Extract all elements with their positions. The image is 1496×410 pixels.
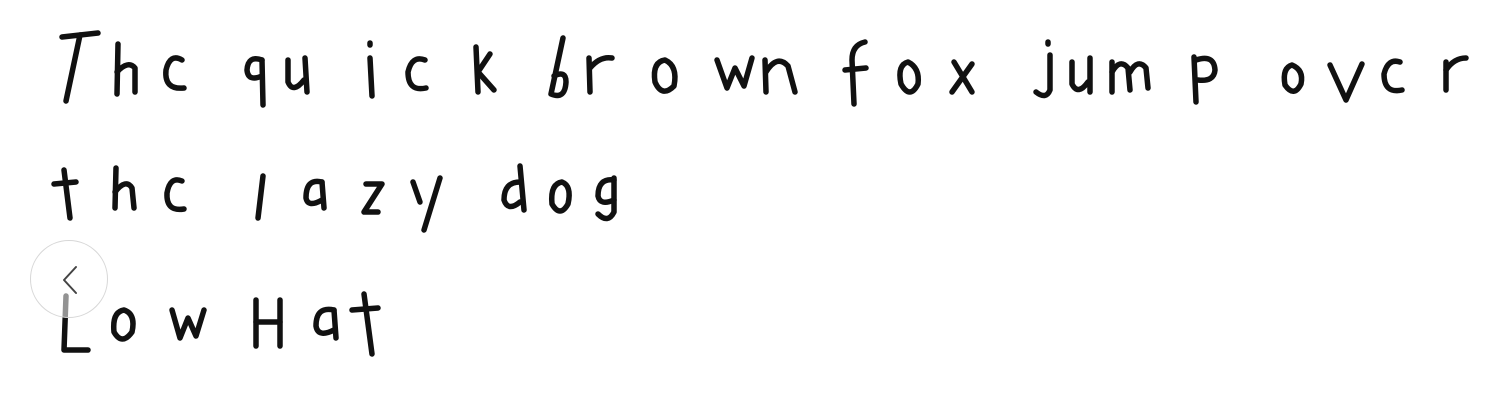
chevron-left-icon <box>58 264 82 296</box>
back-button[interactable] <box>30 240 108 318</box>
handwriting-line-3 <box>0 266 1496 376</box>
handwriting-line-1 <box>0 10 1496 120</box>
handwriting-strokes-line-1 <box>0 10 1496 120</box>
handwriting-line-2 <box>0 138 1496 248</box>
handwriting-strokes-line-3 <box>0 266 1496 376</box>
handwriting-strokes-line-2 <box>0 138 1496 248</box>
